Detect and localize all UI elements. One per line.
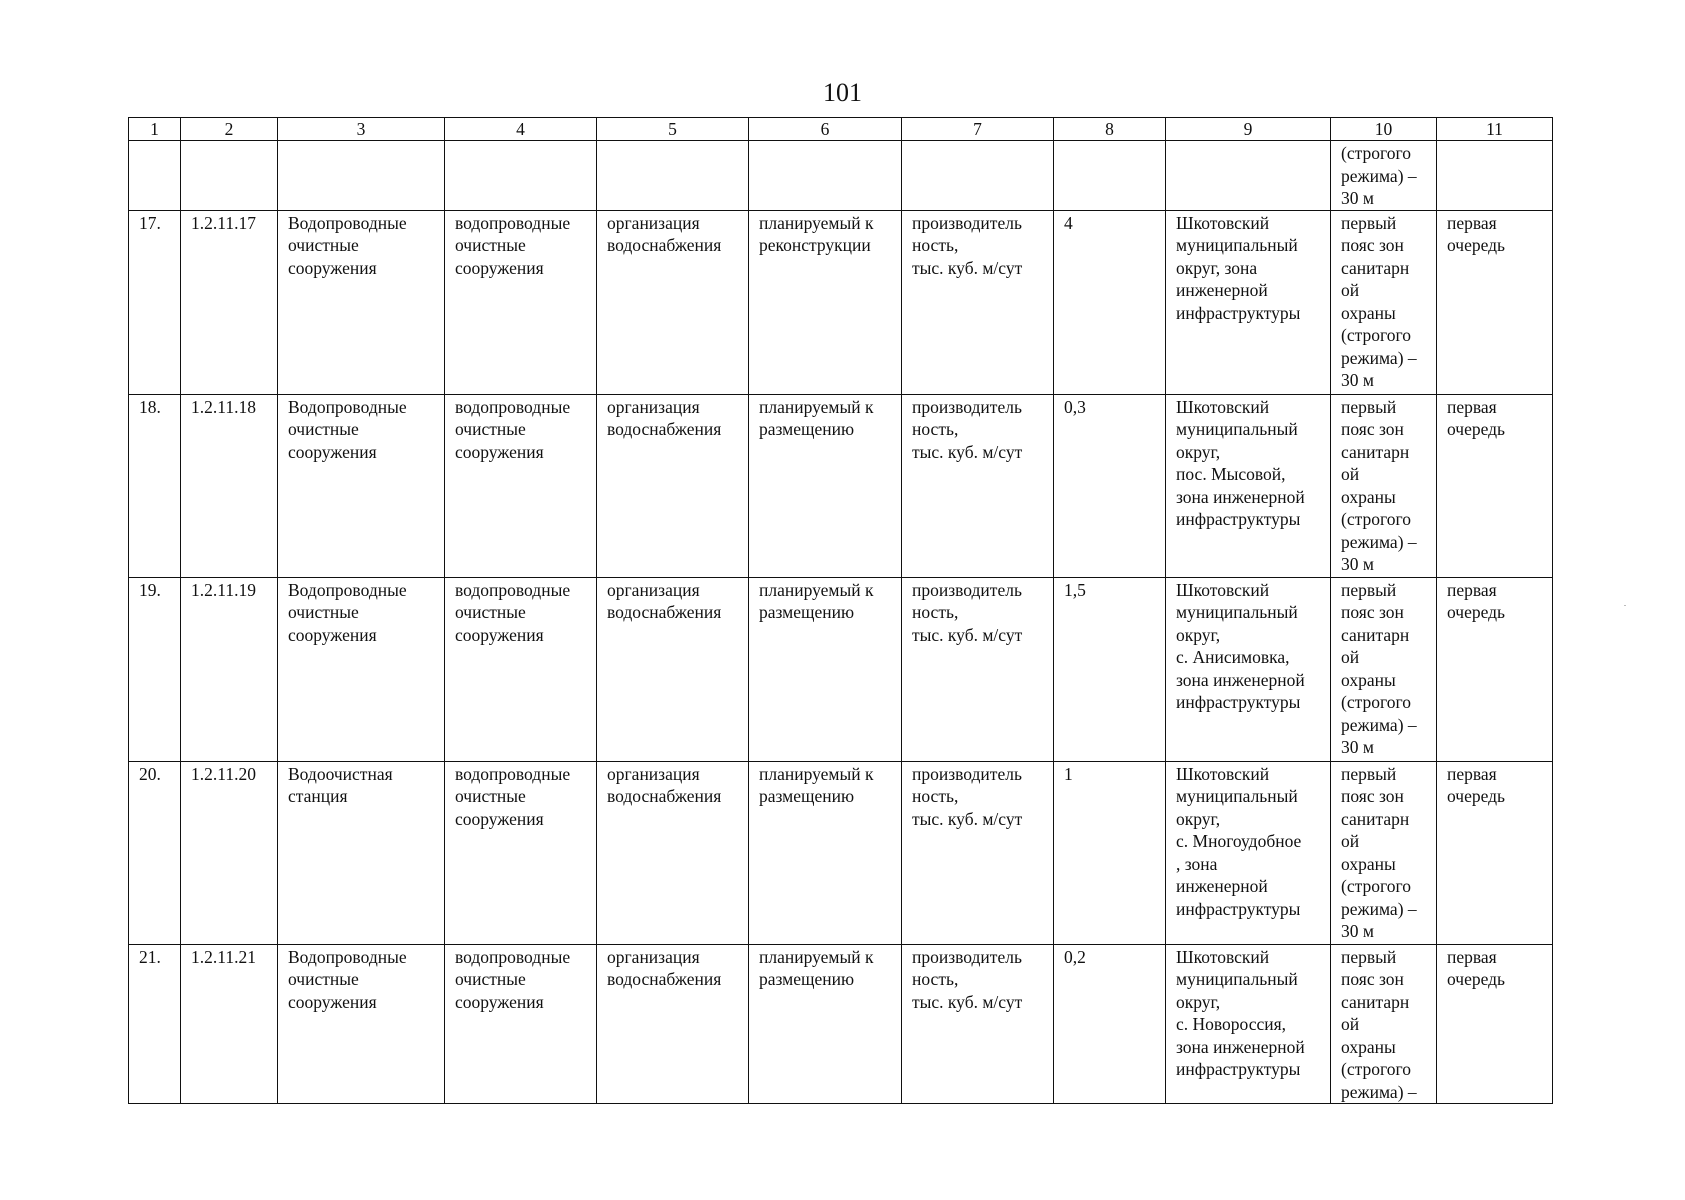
cell-stage: первая очередь (1437, 944, 1553, 1104)
table-row (129, 944, 1553, 1104)
cell-zone: (строгого режима) – 30 м (1331, 141, 1437, 211)
column-header: 1 (129, 118, 181, 141)
column-header: 3 (278, 118, 445, 141)
table-row (129, 761, 1553, 944)
column-header: 6 (749, 118, 902, 141)
cell-stage: первая очередь (1437, 577, 1553, 761)
cell-zone: первый пояс зон санитарн ой охраны (строгого режима) – 30 м (1331, 577, 1437, 761)
cell-code: 1.2.11.19 (181, 577, 278, 761)
cell-purpose: организация водоснабжения (597, 577, 749, 761)
cell-stage: первая очередь (1437, 394, 1553, 577)
cell-name: Водопроводные очистные сооружения (278, 210, 445, 394)
cell-characteristic: производитель ность, тыс. куб. м/сут (902, 761, 1054, 944)
cell-purpose: организация водоснабжения (597, 944, 749, 1104)
cell-characteristic: производитель ность, тыс. куб. м/сут (902, 210, 1054, 394)
cell-name: Водопроводные очистные сооружения (278, 577, 445, 761)
cell-code: 1.2.11.18 (181, 394, 278, 577)
cell-type (445, 141, 597, 211)
cell-number: 20. (129, 761, 181, 944)
cell-number: 17. (129, 210, 181, 394)
cell-status: планируемый к размещению (749, 394, 902, 577)
cell-number (129, 141, 181, 211)
cell-stage: первая очередь (1437, 761, 1553, 944)
cell-location: Шкотовский муниципальный округ, с. Новороссия, зона инженерной инфраструктуры (1166, 944, 1331, 1104)
cell-characteristic: производитель ность, тыс. куб. м/сут (902, 394, 1054, 577)
cell-type: водопроводные очистные сооружения (445, 944, 597, 1104)
cell-type: водопроводные очистные сооружения (445, 210, 597, 394)
cell-value: 1 (1054, 761, 1166, 944)
column-header: 2 (181, 118, 278, 141)
cell-purpose: организация водоснабжения (597, 761, 749, 944)
cell-number: 18. (129, 394, 181, 577)
cell-zone: первый пояс зон санитарн ой охраны (строгого режима) – 30 м (1331, 394, 1437, 577)
table-row (129, 577, 1553, 761)
table-row (129, 210, 1553, 394)
cell-zone: первый пояс зон санитарн ой охраны (строгого режима) – 30 м (1331, 210, 1437, 394)
column-header: 11 (1437, 118, 1553, 141)
cell-code: 1.2.11.20 (181, 761, 278, 944)
column-header: 5 (597, 118, 749, 141)
table-row (129, 394, 1553, 577)
scan-speck (1624, 605, 1626, 606)
cell-location: Шкотовский муниципальный округ, с. Многоудобное , зона инженерной инфраструктуры (1166, 761, 1331, 944)
cell-characteristic: производитель ность, тыс. куб. м/сут (902, 944, 1054, 1104)
cell-stage (1437, 141, 1553, 211)
cell-value (1054, 141, 1166, 211)
cell-status: планируемый к размещению (749, 761, 902, 944)
cell-status: планируемый к размещению (749, 944, 902, 1104)
cell-location (1166, 141, 1331, 211)
cell-status: планируемый к реконструкции (749, 210, 902, 394)
cell-purpose (597, 141, 749, 211)
column-header: 4 (445, 118, 597, 141)
cell-type: водопроводные очистные сооружения (445, 394, 597, 577)
cell-value: 4 (1054, 210, 1166, 394)
facilities-table (128, 117, 1553, 1104)
cell-status: планируемый к размещению (749, 577, 902, 761)
cell-purpose: организация водоснабжения (597, 394, 749, 577)
cell-code (181, 141, 278, 211)
column-header: 8 (1054, 118, 1166, 141)
cell-name: Водопроводные очистные сооружения (278, 394, 445, 577)
cell-location: Шкотовский муниципальный округ, зона инженерной инфраструктуры (1166, 210, 1331, 394)
cell-characteristic: производитель ность, тыс. куб. м/сут (902, 577, 1054, 761)
cell-characteristic (902, 141, 1054, 211)
column-header: 10 (1331, 118, 1437, 141)
table-row-continuation (129, 141, 1553, 211)
cell-code: 1.2.11.21 (181, 944, 278, 1104)
cell-number: 21. (129, 944, 181, 1104)
cell-name: Водопроводные очистные сооружения (278, 944, 445, 1104)
page-number: 101 (823, 78, 862, 107)
cell-value: 0,2 (1054, 944, 1166, 1104)
cell-code: 1.2.11.17 (181, 210, 278, 394)
cell-location: Шкотовский муниципальный округ, с. Анисимовка, зона инженерной инфраструктуры (1166, 577, 1331, 761)
cell-type: водопроводные очистные сооружения (445, 577, 597, 761)
cell-value: 0,3 (1054, 394, 1166, 577)
cell-purpose: организация водоснабжения (597, 210, 749, 394)
cell-zone: первый пояс зон санитарн ой охраны (строгого режима) – 30 м (1331, 761, 1437, 944)
cell-stage: первая очередь (1437, 210, 1553, 394)
cell-value: 1,5 (1054, 577, 1166, 761)
cell-name: Водоочистная станция (278, 761, 445, 944)
cell-type: водопроводные очистные сооружения (445, 761, 597, 944)
column-header: 9 (1166, 118, 1331, 141)
cell-name (278, 141, 445, 211)
cell-number: 19. (129, 577, 181, 761)
cell-location: Шкотовский муниципальный округ, пос. Мысовой, зона инженерной инфраструктуры (1166, 394, 1331, 577)
column-header: 7 (902, 118, 1054, 141)
cell-zone: первый пояс зон санитарн ой охраны (строгого режима) – (1331, 944, 1437, 1104)
cell-status (749, 141, 902, 211)
header-row (129, 118, 1553, 141)
